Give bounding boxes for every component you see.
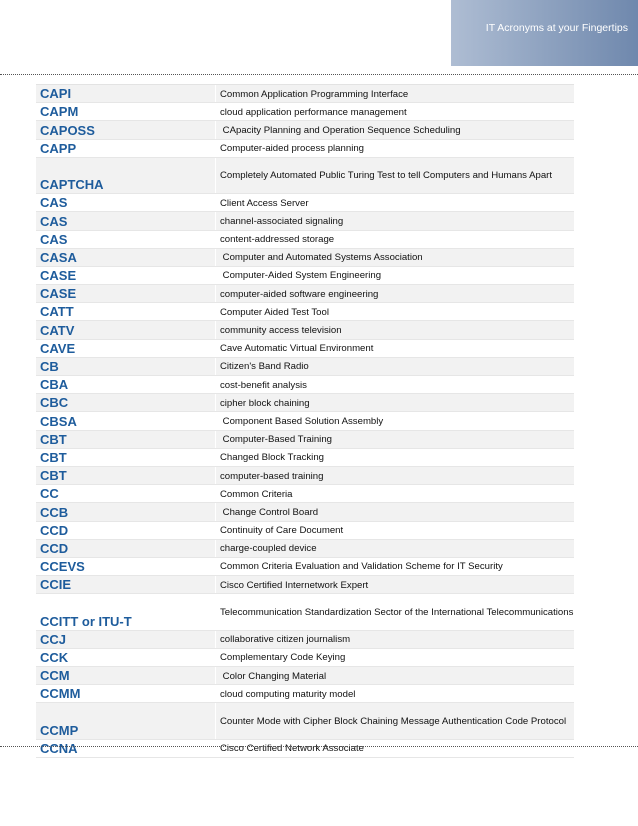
- acronym-cell: CCMM: [36, 685, 216, 702]
- table-row: [36, 285, 574, 303]
- table-row: [36, 631, 574, 649]
- table-row: [36, 522, 574, 540]
- acronym-cell: CATT: [36, 303, 216, 320]
- definition-cell: computer-aided software engineering: [220, 288, 379, 300]
- table-row: [36, 431, 574, 449]
- acronym-cell: CCD: [36, 540, 216, 557]
- definition-cell: community access television: [220, 325, 342, 337]
- acronym-cell: CAPP: [36, 140, 216, 157]
- table-row: [36, 212, 574, 230]
- acronym-cell: CCJ: [36, 631, 216, 648]
- table-row: [36, 449, 574, 467]
- table-row: [36, 158, 574, 194]
- acronym-cell: CASA: [36, 249, 216, 266]
- definition-cell: Continuity of Care Document: [220, 525, 344, 537]
- acronym-cell: CAPTCHA: [36, 158, 216, 193]
- definition-cell: Common Criteria Evaluation and Validation Scheme for IT Security: [220, 561, 503, 573]
- table-row: [36, 649, 574, 667]
- definition-cell: Cisco Certified Network Associate: [220, 743, 364, 755]
- definition-cell: Computer-Aided System Engineering: [220, 270, 382, 282]
- definition-cell: Component Based Solution Assembly: [220, 415, 384, 427]
- table-row: [36, 703, 574, 739]
- acronym-cell: CAPOSS: [36, 121, 216, 138]
- table-row: [36, 740, 574, 758]
- table-row: [36, 194, 574, 212]
- definition-cell: channel-associated signaling: [220, 215, 344, 227]
- table-row: [36, 267, 574, 285]
- definition-cell: cloud application performance management: [220, 106, 407, 118]
- definition-cell: Common Criteria: [220, 488, 293, 500]
- acronym-cell: CAVE: [36, 340, 216, 357]
- acronym-cell: CCMP: [36, 703, 216, 738]
- definition-cell: Computer-aided process planning: [220, 143, 364, 155]
- acronym-cell: CASE: [36, 267, 216, 284]
- table-row: [36, 231, 574, 249]
- acronym-cell: CCB: [36, 503, 216, 520]
- acronym-cell: CAS: [36, 231, 216, 248]
- definition-cell: cipher block chaining: [220, 397, 310, 409]
- table-row: [36, 321, 574, 339]
- table-row: [36, 412, 574, 430]
- acronym-cell: CB: [36, 358, 216, 375]
- acronym-cell: CASE: [36, 285, 216, 302]
- acronym-cell: CCNA: [36, 740, 216, 757]
- acronym-cell: CAPM: [36, 103, 216, 120]
- definition-cell: Common Application Programming Interface: [220, 88, 409, 100]
- table-row: [36, 667, 574, 685]
- table-row: [36, 376, 574, 394]
- definition-cell: Color Changing Material: [220, 670, 327, 682]
- definition-cell: Counter Mode with Cipher Block Chaining Message Authentication Code Protocol: [220, 716, 567, 728]
- definition-cell: CApacity Planning and Operation Sequence Scheduling: [220, 124, 461, 136]
- table-row: [36, 485, 574, 503]
- table-row: [36, 685, 574, 703]
- acronym-cell: CCITT or ITU-T: [36, 594, 216, 629]
- header-title: IT Acronyms at your Fingertips: [485, 22, 628, 34]
- acronym-cell: CCIE: [36, 576, 216, 593]
- table-row: [36, 558, 574, 576]
- table-row: [36, 249, 574, 267]
- definition-cell: Citizen's Band Radio: [220, 361, 309, 373]
- table-row: [36, 303, 574, 321]
- acronym-cell: CBSA: [36, 412, 216, 429]
- table-row: [36, 121, 574, 139]
- definition-cell: Computer-Based Training: [220, 434, 332, 446]
- acronym-cell: CATV: [36, 321, 216, 338]
- definition-cell: Client Access Server: [220, 197, 309, 209]
- acronym-cell: CC: [36, 485, 216, 502]
- header-band: [451, 0, 638, 66]
- acronym-cell: CBA: [36, 376, 216, 393]
- acronym-table: [36, 84, 574, 758]
- acronym-cell: CAS: [36, 212, 216, 229]
- table-row: [36, 340, 574, 358]
- definition-cell: Change Control Board: [220, 506, 319, 518]
- definition-cell: cloud computing maturity model: [220, 688, 356, 700]
- definition-cell: Telecommunication Standardization Sector of the International Telecommunications: [220, 606, 574, 618]
- definition-cell: Cave Automatic Virtual Environment: [220, 343, 374, 355]
- definition-cell: Computer Aided Test Tool: [220, 306, 329, 318]
- bottom-dotted-divider: [0, 746, 638, 747]
- table-row: [36, 358, 574, 376]
- definition-cell: Complementary Code Keying: [220, 652, 346, 664]
- table-row: [36, 394, 574, 412]
- acronym-cell: CBT: [36, 467, 216, 484]
- acronym-cell: CBC: [36, 394, 216, 411]
- acronym-cell: CBT: [36, 449, 216, 466]
- acronym-cell: CCD: [36, 522, 216, 539]
- table-row: [36, 594, 574, 630]
- definition-cell: Cisco Certified Internetwork Expert: [220, 579, 369, 591]
- definition-cell: cost-benefit analysis: [220, 379, 307, 391]
- acronym-cell: CAPI: [36, 85, 216, 102]
- definition-cell: computer-based training: [220, 470, 324, 482]
- table-row: [36, 140, 574, 158]
- definition-cell: Computer and Automated Systems Association: [220, 252, 423, 264]
- table-row: [36, 503, 574, 521]
- definition-cell: collaborative citizen journalism: [220, 634, 351, 646]
- top-dotted-divider: [0, 74, 638, 75]
- table-row: [36, 576, 574, 594]
- acronym-cell: CCEVS: [36, 558, 216, 575]
- table-row: [36, 540, 574, 558]
- acronym-cell: CBT: [36, 431, 216, 448]
- definition-cell: content-addressed storage: [220, 234, 335, 246]
- acronym-cell: CAS: [36, 194, 216, 211]
- acronym-cell: CCK: [36, 649, 216, 666]
- table-row: [36, 85, 574, 103]
- acronym-cell: CCM: [36, 667, 216, 684]
- definition-cell: charge-coupled device: [220, 543, 317, 555]
- definition-cell: Completely Automated Public Turing Test to tell Computers and Humans Apart: [220, 170, 553, 182]
- table-row: [36, 103, 574, 121]
- definition-cell: Changed Block Tracking: [220, 452, 324, 464]
- table-row: [36, 467, 574, 485]
